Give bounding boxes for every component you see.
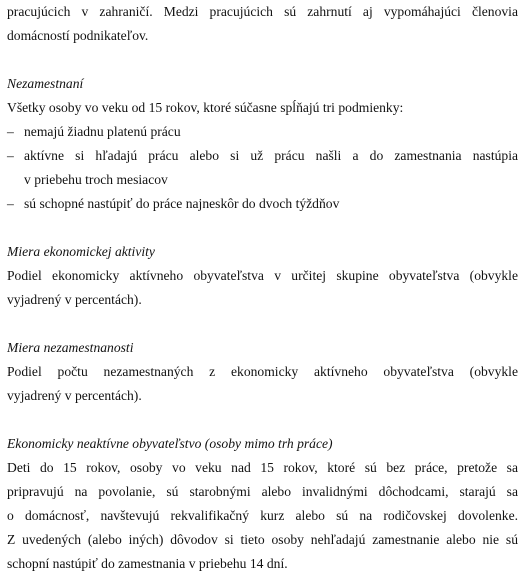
section-heading: Miera nezamestnanosti: [7, 340, 134, 355]
bullet-text: [24, 192, 518, 216]
bullet-item: [7, 120, 518, 144]
bullet-line: nemajú žiadnu platenú prácu: [24, 124, 181, 139]
paragraph-gap: [7, 48, 518, 72]
section-miera-nezamestnanosti: [7, 336, 518, 408]
section-ekonomicky-neaktivne: [7, 432, 518, 576]
paragraph-line: Z uvedených (alebo iných) dôvodov si tieto osoby nehľadajú zamestnanie alebo nie sú: [7, 532, 518, 547]
section-heading: Ekonomicky neaktívne obyvateľstvo (osoby mimo trh práce): [7, 436, 333, 451]
bullet-item: [7, 144, 518, 192]
paragraph-line: Deti do 15 rokov, osoby vo veku nad 15 rokov, ktoré sú bez práce, pretože sa: [7, 460, 518, 475]
paragraph-gap: [7, 216, 518, 240]
section-heading: Nezamestnaní: [7, 76, 84, 91]
bullet-dash: –: [7, 148, 14, 163]
bullet-line: v priebehu troch mesiacov: [24, 172, 168, 187]
bullet-text: [24, 120, 518, 144]
paragraph-gap: [7, 408, 518, 432]
paragraph-line: Podiel počtu nezamestnaných z ekonomicky aktívneho obyvateľstva (obvykle: [7, 364, 518, 379]
paragraph-line: schopní nastúpiť do zamestnania v priebehu 14 dní.: [7, 556, 288, 571]
paragraph-line: vyjadrený v percentách).: [7, 292, 142, 307]
paragraph-line: domácností podnikateľov.: [7, 28, 149, 43]
intro-paragraph: [7, 0, 518, 48]
section-heading: Miera ekonomickej aktivity: [7, 244, 155, 259]
section-miera-ekonomickej-aktivity: [7, 240, 518, 312]
paragraph-line: Všetky osoby vo veku od 15 rokov, ktoré súčasne spĺňajú tri podmienky:: [7, 100, 404, 115]
paragraph-line: vyjadrený v percentách).: [7, 388, 142, 403]
bullet-line: aktívne si hľadajú prácu alebo si už prácu našli a do zamestnania nastúpia: [24, 148, 518, 163]
paragraph-line: pripravujú na povolanie, sú starobnými alebo invalidnými dôchodcami, starajú sa: [7, 484, 518, 499]
paragraph-line: Podiel ekonomicky aktívneho obyvateľstva v určitej skupine obyvateľstva (obvykle: [7, 268, 518, 283]
bullet-dash: –: [7, 124, 14, 139]
bullet-text: [24, 144, 518, 192]
bullet-line: sú schopné nastúpiť do práce najneskôr do dvoch týždňov: [24, 196, 340, 211]
paragraph-line: pracujúcich v zahraničí. Medzi pracujúcich sú zahrnutí aj vypomáhajúci členovia: [7, 4, 518, 19]
paragraph-line: o domácnosť, navštevujú rekvalifikačný kurz alebo sú na rodičovskej dovolenke.: [7, 508, 518, 523]
paragraph-gap: [7, 312, 518, 336]
section-nezamestnani: [7, 72, 518, 216]
bullet-dash: –: [7, 196, 14, 211]
bullet-item: [7, 192, 518, 216]
